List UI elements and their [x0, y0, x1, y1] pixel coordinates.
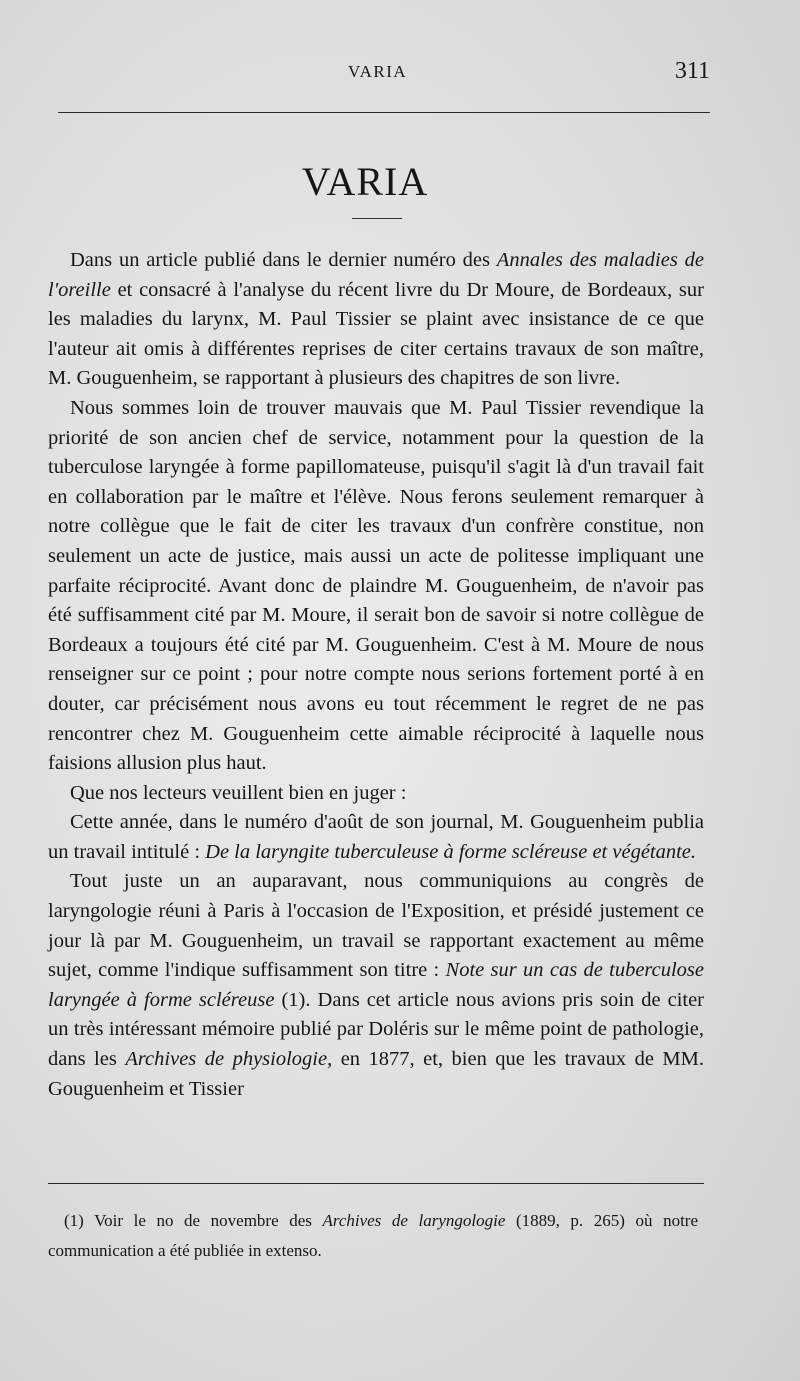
paragraph-5-text-b: (1). Dans cet article nous avions pris soin de citer un très intéressant mémoire publié par Doléris sur le même point de pathologie, dans les	[48, 988, 705, 1071]
paragraph-4	[48, 808, 704, 867]
footnote-text-b: (1889, p. 265) où notre communication a été publiée in extenso.	[48, 1211, 698, 1260]
paragraph-5-text-c: , en 1877, et, bien que les travaux de MM. Gouguenheim et Tissier	[48, 1048, 704, 1100]
work-title-laryngite: De la laryngite tuberculeuse à forme scléreuse et végétante.	[205, 840, 697, 863]
paragraph-5-text-a: Tout juste un an auparavant, nous communiquions au congrès de laryngologie réuni à Paris à l'occasion de l'Exposition, et présidé justement ce jour là par M. Gouguenheim, un travail se rapportant exactement au même sujet, comme l'indique suffisamment son titre :	[48, 870, 704, 982]
section-title: VARIA	[301, 159, 429, 204]
paragraph-2: Nous sommes loin de trouver mauvais que M. Paul Tissier revendique la priorité de son ancien chef de service, notamment pour la question de la tuberculose laryngée à forme papillomateuse, puisqu'il s'agit là d'un travail fait en collaboration par le maître et l'élève. Nous ferons seulement remarquer à notre collègue que le fait de citer les travaux d'un confrère constitue, non seulement un acte de justice, mais aussi un acte de politesse impliquant une parfaite réciprocité. Avant donc de plaindre M. Gouguenheim, de n'avoir pas été suffisamment cité par M. Moure, il serait bon de savoir si notre collègue de Bordeaux a toujours été cité par M. Gouguenheim. C'est à M. Moure de nous renseigner sur ce point ; pour notre compte nous serions fortement porté à en douter, car précisément nous avons eu tout récemment le regret de ne pas rencontrer chez M. Gouguenheim cette aimable réciprocité à laquelle nous faisions allusion plus haut.	[48, 396, 704, 775]
paragraph-3: Que nos lecteurs veuillent bien en juger :	[70, 781, 407, 804]
footnote-1	[48, 1206, 698, 1266]
footnote-text-a: (1) Voir le no de novembre des	[64, 1211, 323, 1230]
paragraph-1-text-a: Dans un article publié dans le dernier numéro des	[70, 249, 497, 271]
paragraph-1	[48, 246, 704, 394]
running-header	[60, 58, 710, 88]
article-body	[48, 246, 704, 1104]
journal-title-archives-physiologie: Archives de physiologie	[125, 1048, 328, 1071]
footnote-rule	[48, 1183, 704, 1184]
running-title: VARIA	[348, 62, 408, 81]
work-title-note: Note sur un cas de tuberculose laryngée à forme scléreuse	[48, 959, 705, 1011]
journal-title-archives-laryngologie: Archives de laryngologie	[322, 1211, 506, 1230]
footnote	[48, 1206, 698, 1266]
paragraph-5	[48, 867, 704, 1104]
paragraph-4-text-a: Cette année, dans le numéro d'août de son journal, M. Gouguenheim publia un travail intitulé :	[48, 811, 704, 863]
page-number: 311	[674, 58, 710, 84]
title-rule	[352, 218, 402, 219]
journal-title-annales: Annales des maladies de l'oreille	[48, 249, 704, 301]
paragraph-1-text-b: et consacré à l'analyse du récent livre du Dr Moure, de Bordeaux, sur les maladies du larynx, M. Paul Tissier se plaint avec insistance de ce que l'auteur ait omis à différentes reprises de citer certains travaux de son maître, M. Gouguenheim, se rapportant à plusieurs des chapitres de son livre.	[48, 278, 704, 390]
header-rule	[58, 112, 710, 113]
